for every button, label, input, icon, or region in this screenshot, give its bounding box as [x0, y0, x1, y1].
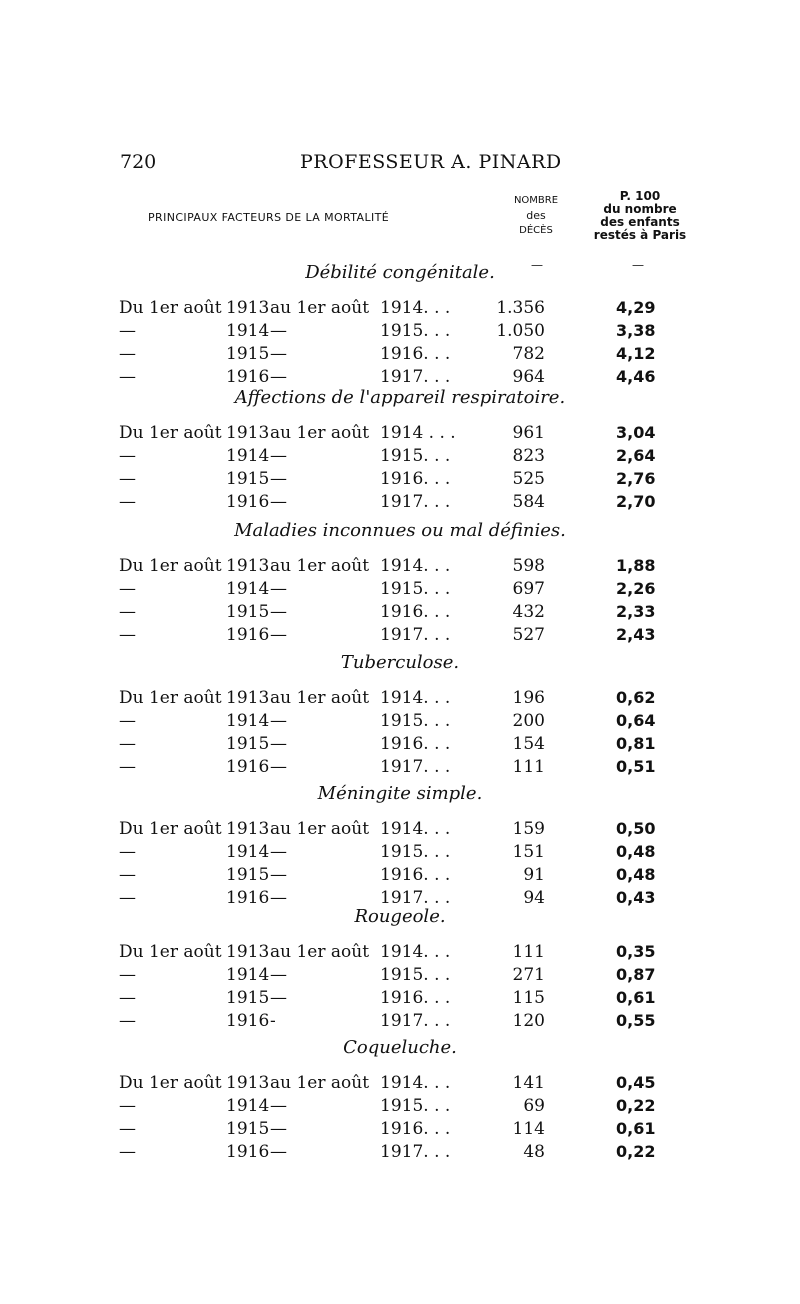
death-percent: 4,29 [616, 298, 656, 317]
period-end-year: 1916. . . [380, 988, 451, 1008]
period-separator: — [270, 842, 287, 862]
death-count: 196 [512, 688, 545, 708]
period-separator: — [270, 1119, 287, 1139]
death-count: 1.050 [496, 321, 545, 341]
table-row [0, 469, 800, 491]
section-title: Maladies inconnues ou mal définies. [234, 520, 566, 541]
period-start-year: 1913 [226, 298, 270, 318]
column-header-factors: PRINCIPAUX FACTEURS DE LA MORTALITÉ [148, 211, 390, 224]
death-percent: 0,81 [616, 734, 656, 753]
death-percent: 0,61 [616, 988, 656, 1007]
period-start-year: 1913 [226, 819, 270, 839]
death-percent: 0,87 [616, 965, 656, 984]
table-row [0, 842, 800, 864]
period-start-year: 1914 [226, 1096, 270, 1116]
table-row [0, 298, 800, 320]
period-start-year: 1915 [226, 1119, 270, 1139]
period-start-label: — [119, 367, 136, 387]
period-start-year: 1913 [226, 688, 270, 708]
death-percent: 0,43 [616, 888, 656, 907]
death-count: 154 [512, 734, 545, 754]
period-separator: — [270, 988, 287, 1008]
death-percent: 0,62 [616, 688, 656, 707]
death-percent: 3,04 [616, 423, 656, 442]
death-percent: 4,46 [616, 367, 656, 386]
death-count: 527 [512, 625, 545, 645]
period-start-year: 1914 [226, 842, 270, 862]
percent-header-line: P. 100 [619, 189, 661, 203]
table-row [0, 1011, 800, 1033]
period-start-year: 1916 [226, 757, 270, 777]
death-count: 697 [512, 579, 545, 599]
section-title: Affections de l'appareil respiratoire. [234, 387, 566, 408]
period-start-label: — [119, 344, 136, 364]
death-percent: 4,12 [616, 344, 656, 363]
period-start-year: 1916 [226, 492, 270, 512]
table-row [0, 1119, 800, 1141]
period-separator: — [270, 965, 287, 985]
period-start-label: — [119, 988, 136, 1008]
period-separator: au 1er août [270, 688, 370, 708]
period-separator: au 1er août [270, 819, 370, 839]
period-separator: — [270, 711, 287, 731]
death-count: 782 [512, 344, 545, 364]
death-percent: 0,45 [616, 1073, 656, 1092]
period-end-year: 1917. . . [380, 1142, 451, 1162]
table-row [0, 1096, 800, 1118]
death-percent: 2,26 [616, 579, 656, 598]
period-start-year: 1914 [226, 446, 270, 466]
period-start-year: 1915 [226, 344, 270, 364]
period-separator: au 1er août [270, 1073, 370, 1093]
section-title: Débilité congénitale. [305, 262, 495, 283]
period-start-label: — [119, 888, 136, 908]
period-separator: — [270, 1096, 287, 1116]
period-start-label: — [119, 1096, 136, 1116]
period-end-year: 1915. . . [380, 1096, 451, 1116]
period-separator: — [270, 1142, 287, 1162]
period-start-label: Du 1er août [119, 819, 222, 839]
period-end-year: 1917. . . [380, 492, 451, 512]
percent-header-line: du nombre [603, 202, 677, 216]
death-count: 69 [523, 1096, 545, 1116]
period-separator: — [270, 888, 287, 908]
period-separator: — [270, 757, 287, 777]
period-end-year: 1916. . . [380, 469, 451, 489]
period-start-year: 1916 [226, 1011, 270, 1031]
period-start-label: — [119, 321, 136, 341]
death-count: 598 [512, 556, 545, 576]
death-count: 961 [512, 423, 545, 443]
period-start-label: — [119, 865, 136, 885]
period-start-label: — [119, 734, 136, 754]
column-header-percent [580, 190, 700, 242]
period-start-year: 1914 [226, 321, 270, 341]
section-title: Méningite simple. [317, 783, 483, 804]
period-end-year: 1915. . . [380, 842, 451, 862]
section-title: Rougeole. [354, 906, 446, 927]
period-end-year: 1914. . . [380, 1073, 451, 1093]
death-percent: 0,48 [616, 865, 656, 884]
table-row [0, 602, 800, 624]
period-start-label: Du 1er août [119, 298, 222, 318]
period-end-year: 1915. . . [380, 446, 451, 466]
table-row [0, 321, 800, 343]
period-start-year: 1913 [226, 423, 270, 443]
period-start-label: — [119, 965, 136, 985]
period-end-year: 1914. . . [380, 688, 451, 708]
death-percent: 2,43 [616, 625, 656, 644]
period-start-label: — [119, 1119, 136, 1139]
period-start-label: — [119, 711, 136, 731]
period-end-year: 1916. . . [380, 344, 451, 364]
running-head: PROFESSEUR A. PINARD [300, 151, 562, 173]
header-dash-count: — [531, 258, 543, 272]
count-header-line: NOMBRE [513, 195, 559, 206]
death-count: 120 [512, 1011, 545, 1031]
period-start-year: 1913 [226, 1073, 270, 1093]
death-count: 271 [512, 965, 545, 985]
death-percent: 2,64 [616, 446, 656, 465]
death-percent: 3,38 [616, 321, 656, 340]
period-start-year: 1916 [226, 1142, 270, 1162]
period-end-year: 1917. . . [380, 888, 451, 908]
table-row [0, 757, 800, 779]
table-row [0, 492, 800, 514]
death-count: 1.356 [496, 298, 545, 318]
period-separator: — [270, 469, 287, 489]
period-end-year: 1917. . . [380, 625, 451, 645]
period-start-year: 1915 [226, 734, 270, 754]
period-start-label: — [119, 625, 136, 645]
death-percent: 0,48 [616, 842, 656, 861]
section-title: Tuberculose. [340, 652, 460, 673]
period-start-label: — [119, 469, 136, 489]
table-row [0, 688, 800, 710]
death-percent: 1,88 [616, 556, 656, 575]
death-count: 964 [512, 367, 545, 387]
death-count: 115 [512, 988, 545, 1008]
percent-header-line: des enfants [600, 215, 680, 229]
table-row [0, 1142, 800, 1164]
table-row [0, 423, 800, 445]
period-start-year: 1915 [226, 469, 270, 489]
death-count: 114 [512, 1119, 545, 1139]
period-end-year: 1917. . . [380, 757, 451, 777]
death-count: 91 [523, 865, 545, 885]
period-end-year: 1915. . . [380, 321, 451, 341]
death-percent: 2,76 [616, 469, 656, 488]
table-row [0, 367, 800, 389]
period-start-year: 1914 [226, 965, 270, 985]
table-row [0, 344, 800, 366]
death-count: 584 [512, 492, 545, 512]
period-start-label: Du 1er août [119, 423, 222, 443]
count-header-line: DÉCÈS [519, 225, 553, 236]
table-row [0, 942, 800, 964]
period-start-label: — [119, 1011, 136, 1031]
period-start-label: Du 1er août [119, 1073, 222, 1093]
period-start-year: 1914 [226, 711, 270, 731]
period-separator: au 1er août [270, 423, 370, 443]
period-start-label: Du 1er août [119, 942, 222, 962]
period-start-label: — [119, 1142, 136, 1162]
count-header-line: des [526, 209, 546, 222]
death-count: 200 [512, 711, 545, 731]
death-percent: 0,55 [616, 1011, 656, 1030]
death-percent: 0,35 [616, 942, 656, 961]
death-count: 141 [512, 1073, 545, 1093]
period-start-year: 1916 [226, 888, 270, 908]
death-count: 159 [512, 819, 545, 839]
death-percent: 0,50 [616, 819, 656, 838]
death-count: 432 [512, 602, 545, 622]
period-separator: — [270, 734, 287, 754]
period-end-year: 1916. . . [380, 602, 451, 622]
table-row [0, 556, 800, 578]
period-start-year: 1915 [226, 865, 270, 885]
death-percent: 0,61 [616, 1119, 656, 1138]
period-end-year: 1914 . . . [380, 423, 456, 443]
table-row [0, 965, 800, 987]
period-separator: — [270, 446, 287, 466]
period-end-year: 1914. . . [380, 819, 451, 839]
period-end-year: 1915. . . [380, 711, 451, 731]
death-percent: 0,51 [616, 757, 656, 776]
period-end-year: 1914. . . [380, 298, 451, 318]
table-row [0, 711, 800, 733]
death-count: 48 [523, 1142, 545, 1162]
period-end-year: 1916. . . [380, 734, 451, 754]
period-separator: — [270, 344, 287, 364]
period-separator: — [270, 865, 287, 885]
column-header-count [490, 193, 582, 238]
period-separator: — [270, 492, 287, 512]
period-separator: — [270, 625, 287, 645]
header-dash-percent: — [632, 258, 644, 272]
period-end-year: 1916. . . [380, 865, 451, 885]
death-count: 111 [512, 942, 545, 962]
table-row [0, 734, 800, 756]
period-start-label: — [119, 492, 136, 512]
death-count: 525 [512, 469, 545, 489]
period-start-label: — [119, 446, 136, 466]
table-row [0, 625, 800, 647]
page-number: 720 [120, 151, 157, 173]
death-count: 94 [523, 888, 545, 908]
period-start-year: 1913 [226, 942, 270, 962]
table-row [0, 988, 800, 1010]
death-percent: 0,22 [616, 1142, 656, 1161]
section-title: Coqueluche. [343, 1037, 457, 1058]
death-percent: 2,33 [616, 602, 656, 621]
period-end-year: 1914. . . [380, 556, 451, 576]
table-row [0, 819, 800, 841]
period-start-label: Du 1er août [119, 688, 222, 708]
death-count: 823 [512, 446, 545, 466]
table-row [0, 1073, 800, 1095]
period-start-label: — [119, 579, 136, 599]
period-separator: — [270, 367, 287, 387]
period-separator: — [270, 602, 287, 622]
period-start-year: 1915 [226, 988, 270, 1008]
period-separator: au 1er août [270, 942, 370, 962]
period-separator: — [270, 321, 287, 341]
percent-header-line: restés à Paris [593, 228, 687, 242]
period-separator: — [270, 579, 287, 599]
death-percent: 0,22 [616, 1096, 656, 1115]
death-count: 111 [512, 757, 545, 777]
period-end-year: 1917. . . [380, 1011, 451, 1031]
period-start-year: 1915 [226, 602, 270, 622]
table-row [0, 865, 800, 887]
death-count: 151 [512, 842, 545, 862]
period-end-year: 1915. . . [380, 579, 451, 599]
period-end-year: 1917. . . [380, 367, 451, 387]
period-start-label: Du 1er août [119, 556, 222, 576]
period-start-year: 1916 [226, 367, 270, 387]
period-start-label: — [119, 757, 136, 777]
period-start-label: — [119, 842, 136, 862]
period-end-year: 1916. . . [380, 1119, 451, 1139]
period-start-label: — [119, 602, 136, 622]
period-start-year: 1916 [226, 625, 270, 645]
period-start-year: 1913 [226, 556, 270, 576]
death-percent: 0,64 [616, 711, 656, 730]
table-row [0, 446, 800, 468]
period-separator: - [270, 1011, 276, 1031]
table-row [0, 579, 800, 601]
period-end-year: 1915. . . [380, 965, 451, 985]
death-percent: 2,70 [616, 492, 656, 511]
period-start-year: 1914 [226, 579, 270, 599]
period-separator: au 1er août [270, 298, 370, 318]
period-separator: au 1er août [270, 556, 370, 576]
period-end-year: 1914. . . [380, 942, 451, 962]
